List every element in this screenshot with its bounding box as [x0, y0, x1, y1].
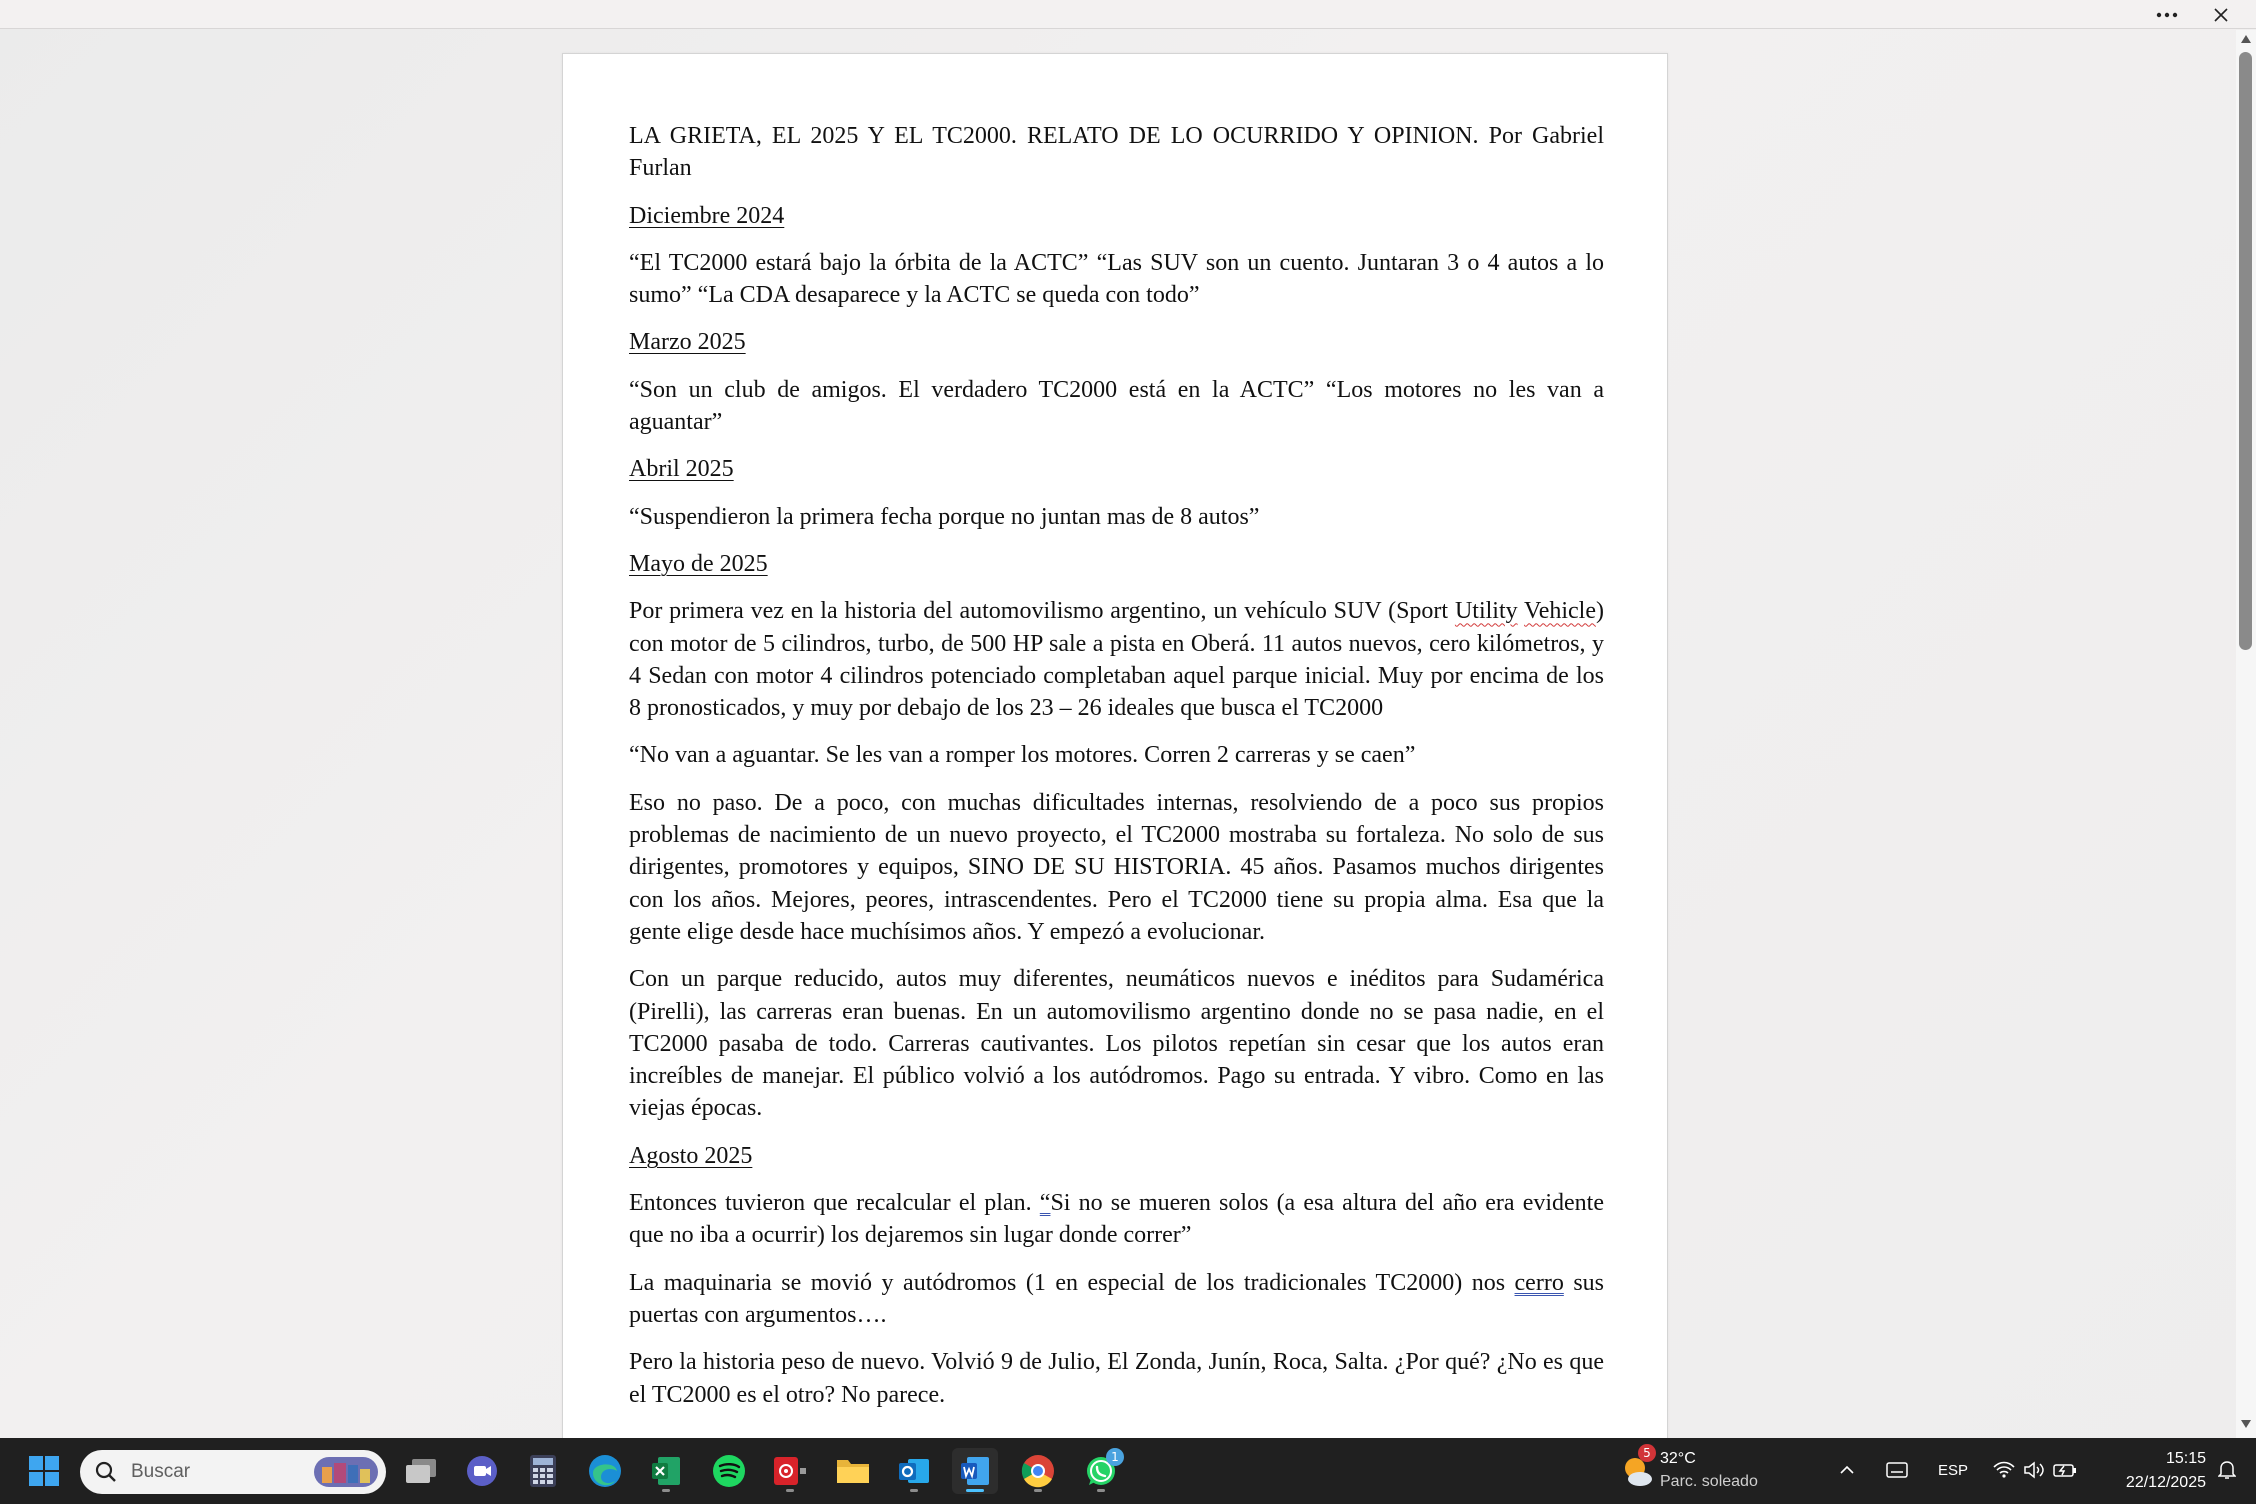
chrome-icon [1020, 1453, 1056, 1489]
clock-time: 15:15 [2165, 1450, 2206, 1467]
weather-temperature: 32°C [1660, 1450, 1696, 1467]
taskbar-app-recorder[interactable] [767, 1448, 813, 1494]
text-run: Entonces tuvieron que recalcular el plan. [629, 1190, 1040, 1217]
section-heading: Diciembre 2024 [629, 202, 785, 229]
search-highlight-image-icon [312, 1455, 380, 1489]
running-indicator [786, 1489, 794, 1492]
taskbar-search-box[interactable] [80, 1450, 386, 1494]
running-indicator [910, 1489, 918, 1492]
battery-charging-icon [2053, 1462, 2077, 1478]
section-heading: Abril 2025 [629, 456, 734, 483]
close-button[interactable] [2198, 0, 2244, 29]
paragraph: Pero la historia peso de nuevo. Volvió 9 de Julio, El Zonda, Junín, Roca, Salta. ¿Por qué? ¿No es que el TC2000 es el otro? No parece. [629, 1349, 1604, 1408]
taskbar-app-outlook[interactable] [891, 1448, 937, 1494]
section-heading: Mayo de 2025 [629, 550, 768, 577]
start-button[interactable] [21, 1448, 67, 1494]
running-indicator [1034, 1489, 1042, 1492]
text-run: sus puertas con argumentos…. [629, 1269, 1604, 1328]
weather-description: Parc. soleado [1660, 1473, 1758, 1490]
grammar-suggestion-word[interactable]: cerro [1514, 1269, 1564, 1296]
taskbar-app-word[interactable] [952, 1448, 998, 1494]
paragraph: Eso no paso. De a poco, con muchas dificultades internas, resolviendo de a poco sus propios problemas de nacimiento de un nuevo proyecto, el TC2000 mostraba su fortaleza. No solo de sus dirigentes, promotores y equipos, SINO DE SU HISTORIA. 45 años. Pasamos muchos dirigentes con los años. Mejores, peores, intrascendentes. Pero el TC2000 tiene su propia alma. Esa que la gente elige desde hace muchísimos años. Y empezó a evolucionar. [629, 789, 1604, 945]
notification-center-button[interactable] [2210, 1450, 2244, 1490]
task-view-icon [404, 1457, 438, 1485]
calculator-icon [529, 1454, 557, 1488]
chevron-up-icon [1839, 1465, 1855, 1475]
running-indicator [662, 1489, 670, 1492]
video-call-icon [465, 1454, 499, 1488]
scroll-down-arrow-icon[interactable] [2239, 1417, 2253, 1431]
close-icon [2213, 7, 2229, 23]
spelling-error-word[interactable]: Utility [1454, 598, 1518, 625]
spelling-error-word[interactable]: Vehicle [1524, 598, 1596, 625]
paragraph: “Son un club de amigos. El verdadero TC2000 está en la ACTC” “Los motores no les van a aguantar” [629, 376, 1604, 436]
scroll-up-arrow-icon[interactable] [2239, 32, 2253, 46]
volume-icon [2023, 1461, 2045, 1479]
document-body[interactable] [629, 120, 1604, 1426]
task-view-button[interactable] [398, 1448, 444, 1494]
windows-logo-icon [28, 1455, 60, 1487]
folder-icon [835, 1456, 871, 1486]
taskbar-app-spotify[interactable] [706, 1448, 752, 1494]
notification-badge: 1 [1106, 1448, 1124, 1466]
text-run: ) con motor de 5 cilindros, turbo, de 500 HP sale a pista en Oberá. 11 autos nuevos, cero kilómetros, y 4 Sedan con motor 4 cilindros potenciado completaban aquel parque inicial. Muy por encima de los 8 pronosticados, y muy por debajo de los 23 – 26 ideales que busca el TC2000 [629, 598, 1604, 722]
document-page[interactable] [562, 53, 1668, 1453]
search-icon [94, 1460, 118, 1484]
text-run: La maquinaria se movió y autódromos (1 en especial de los tradicionales TC2000) nos [629, 1269, 1515, 1296]
screen-recorder-icon [772, 1454, 808, 1488]
section-heading: Agosto 2025 [629, 1142, 753, 1169]
quick-settings-button[interactable] [1990, 1450, 2080, 1490]
section-heading: Marzo 2025 [629, 329, 746, 356]
clock-date: 22/12/2025 [2125, 1474, 2206, 1491]
taskbar-app-calculator[interactable] [520, 1448, 566, 1494]
paragraph: Con un parque reducido, autos muy diferentes, neumáticos nuevos e inéditos para Sudamérica (Pirelli), las carreras eran buenas. En un automovilismo argentino donde no se pasa nadie, en el TC2000 pasaba de todo. Carreras cautivantes. Los pilotos repetían sin cesar que los autos eran increíbles de manejar. El público volvió a los autódromos. Pago su entrada. Y vibro. Como en las viejas épocas. [629, 966, 1604, 1122]
paragraph [629, 1267, 1604, 1332]
text-run: Si no se mueren solos (a esa altura del año era evidente que no iba a ocurrir) los dejaremos sin lugar donde correr” [629, 1190, 1605, 1249]
taskbar-app-meet[interactable] [459, 1448, 505, 1494]
running-indicator [1097, 1489, 1105, 1492]
show-hidden-icons-button[interactable] [1830, 1450, 1864, 1490]
scrollbar-thumb[interactable] [2239, 52, 2252, 650]
taskbar-app-file-explorer[interactable] [830, 1448, 876, 1494]
taskbar-clock[interactable] [2096, 1447, 2206, 1495]
taskbar-app-edge[interactable] [582, 1448, 628, 1494]
active-window-indicator [966, 1489, 984, 1492]
spotify-icon [711, 1453, 747, 1489]
paragraph: “El TC2000 estará bajo la órbita de la ACTC” “Las SUV son un cuento. Juntaran 3 o 4 autos a lo sumo” “La CDA desaparece y la ACTC se queda con todo” [629, 249, 1604, 309]
edge-browser-icon [587, 1453, 623, 1489]
touch-keyboard-button[interactable] [1880, 1450, 1914, 1490]
paragraph: “Suspendieron la primera fecha porque no juntan mas de 8 autos” [629, 503, 1260, 530]
paragraph [629, 595, 1604, 724]
weather-alert-badge: 5 [1638, 1444, 1656, 1462]
text-run: Por primera vez en la historia del automovilismo argentino, un vehículo SUV (Sport [629, 598, 1455, 625]
weather-widget[interactable] [1618, 1446, 1768, 1496]
paragraph: “No van a aguantar. Se les van a romper los motores. Corren 2 carreras y se caen” [629, 742, 1416, 769]
more-options-button[interactable] [2144, 0, 2190, 29]
input-language-indicator[interactable]: ESP [1938, 1462, 1969, 1479]
paragraph [629, 1187, 1604, 1252]
search-placeholder: Buscar [131, 1461, 191, 1482]
taskbar [0, 1438, 2256, 1504]
excel-icon [649, 1454, 683, 1488]
word-icon [958, 1454, 992, 1488]
keyboard-icon [1886, 1462, 1908, 1478]
grammar-suggestion-mark[interactable]: “ [1039, 1190, 1051, 1217]
taskbar-app-excel[interactable] [643, 1448, 689, 1494]
window-title-bar [0, 0, 2256, 29]
taskbar-app-chrome[interactable] [1015, 1448, 1061, 1494]
outlook-icon [897, 1454, 931, 1488]
more-icon [2156, 12, 2178, 18]
document-title: LA GRIETA, EL 2025 Y EL TC2000. RELATO DE LO OCURRIDO Y OPINION. Por Gabriel Furlan [629, 123, 1604, 182]
wifi-icon [1993, 1461, 2015, 1479]
taskbar-app-whatsapp[interactable] [1078, 1448, 1124, 1494]
bell-icon [2218, 1460, 2236, 1480]
